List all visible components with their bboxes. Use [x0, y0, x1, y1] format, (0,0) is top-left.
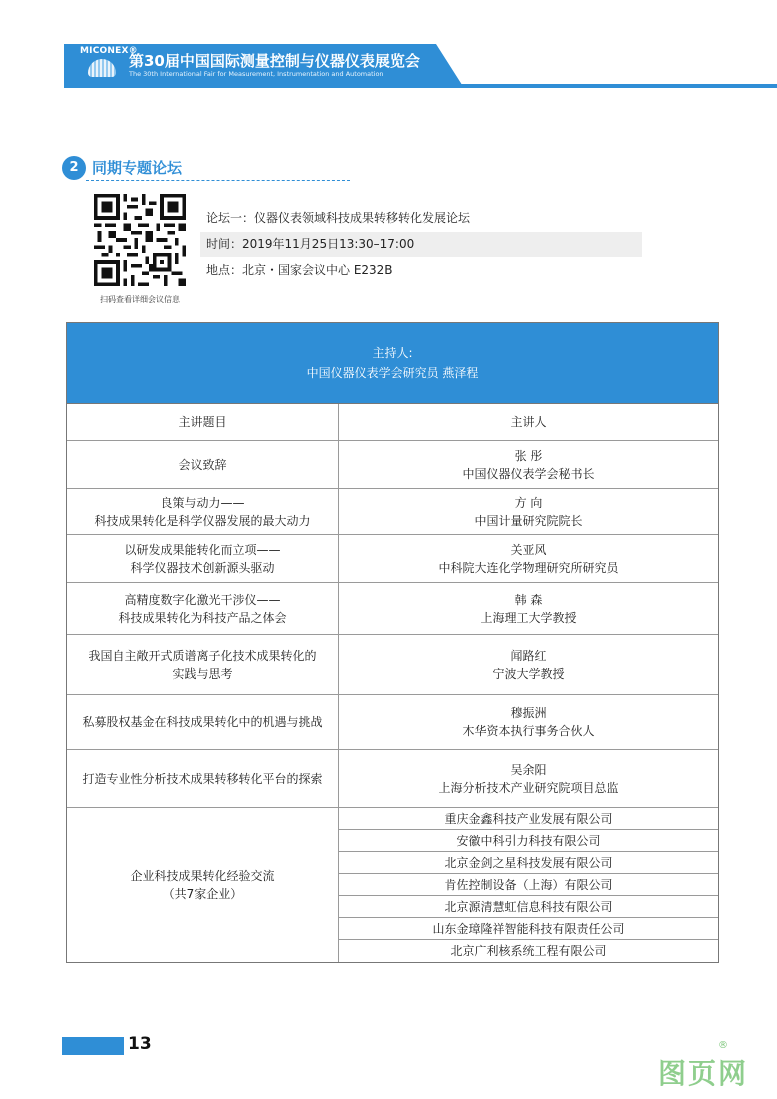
speaker-name: 关亚风: [510, 542, 547, 557]
topic-line: 科技成果转化是科学仪器发展的最大动力: [94, 513, 311, 528]
table-row: [67, 489, 718, 535]
list-item: 肯佐控制设备（上海）有限公司: [339, 874, 718, 896]
host-header: [67, 323, 718, 404]
speaker-name: 韩 森: [514, 592, 543, 607]
watermark-logo: 图页网: [658, 1057, 749, 1090]
list-item: 重庆金鑫科技产业发展有限公司: [339, 808, 718, 830]
speaker-title: 中科院大连化学物理研究所研究员: [438, 560, 619, 575]
speaker-title: 木华资本执行事务合伙人: [462, 724, 595, 738]
speaker-title: 上海理工大学教授: [480, 610, 577, 625]
miconex-logo-text: MICONEX®: [80, 46, 138, 56]
list-item: 北京源清慧虹信息科技有限公司: [339, 896, 718, 918]
exhibition-title: 第30届中国国际测量控制与仪器仪表展览会: [129, 52, 420, 70]
speaker-name: 闻路红: [510, 648, 547, 663]
table-row: [67, 635, 718, 695]
section-number-badge: 2: [62, 156, 86, 180]
exhibition-subtitle: The 30th International Fair for Measurement, Instrumentation and Automation: [129, 70, 384, 78]
table-row: [67, 535, 718, 583]
qr-caption: 扫码查看详细会议信息: [100, 295, 180, 304]
speaker-title: 上海分析技术产业研究院项目总监: [438, 780, 619, 795]
table-row: [67, 583, 718, 635]
registered-mark-icon: ®: [718, 1040, 728, 1051]
forum-time: 时间：2019年11月25日13:30–17:00: [200, 232, 642, 257]
speaker-title: 中国计量研究院院长: [474, 513, 583, 528]
topic-line: 我国自主敞开式质谱离子化技术成果转化的: [88, 648, 317, 663]
speaker-title: 宁波大学教授: [492, 666, 565, 681]
topic-line: 会议致辞: [178, 457, 227, 472]
company-list: [339, 808, 718, 962]
topic-line: 科技成果转化为科技产品之体会: [118, 610, 287, 625]
topic-line: 实践与思考: [172, 666, 233, 681]
table-header-row: [67, 404, 718, 441]
column-header-topic: 主讲题目: [67, 404, 339, 440]
list-item: 安徽中科引力科技有限公司: [339, 830, 718, 852]
table-row: [67, 695, 718, 750]
header-banner: [0, 44, 777, 88]
section-divider: [86, 180, 350, 181]
exchange-count: （共7家企业）: [162, 887, 243, 901]
table-row: [67, 750, 718, 808]
exchange-row: [67, 808, 718, 962]
page-number: 13: [128, 1034, 152, 1054]
qr-code-icon[interactable]: [94, 194, 186, 286]
topic-line: 科学仪器技术创新源头驱动: [130, 560, 275, 575]
section-title: 同期专题论坛: [92, 159, 183, 177]
speaker-name: 方 向: [514, 495, 543, 510]
speaker-title: 中国仪器仪表学会秘书长: [462, 466, 595, 481]
host-name: 中国仪器仪表学会研究员 燕泽程: [306, 366, 479, 380]
list-item: 北京金剑之星科技发展有限公司: [339, 852, 718, 874]
list-item: 山东金璋隆祥智能科技有限责任公司: [339, 918, 718, 940]
exchange-topic: 企业科技成果转化经验交流: [130, 869, 275, 883]
table-row: [67, 441, 718, 489]
forum-place: 地点：北京・国家会议中心 E232B: [206, 263, 393, 277]
forum-name: 论坛一：仪器仪表领域科技成果转移转化发展论坛: [206, 211, 471, 225]
column-header-speaker: 主讲人: [510, 415, 547, 429]
list-item: 北京广利核系统工程有限公司: [450, 944, 607, 958]
speaker-name: 穆振洲: [510, 706, 547, 720]
speaker-name: 吴余阳: [510, 762, 547, 777]
topic-line: 私募股权基金在科技成果转化中的机遇与挑战: [82, 715, 323, 729]
topic-line: 以研发成果能转化而立项——: [124, 542, 281, 557]
page-number-bar: [62, 1037, 124, 1055]
topic-line: 良策与动力——: [160, 495, 245, 510]
topic-line: 高精度数字化激光干涉仪——: [124, 592, 281, 607]
agenda-table: [66, 322, 719, 963]
topic-line: 打造专业性分析技术成果转移转化平台的探索: [82, 771, 323, 786]
host-label: 主持人:: [372, 346, 413, 360]
speaker-name: 张 彤: [514, 448, 543, 463]
